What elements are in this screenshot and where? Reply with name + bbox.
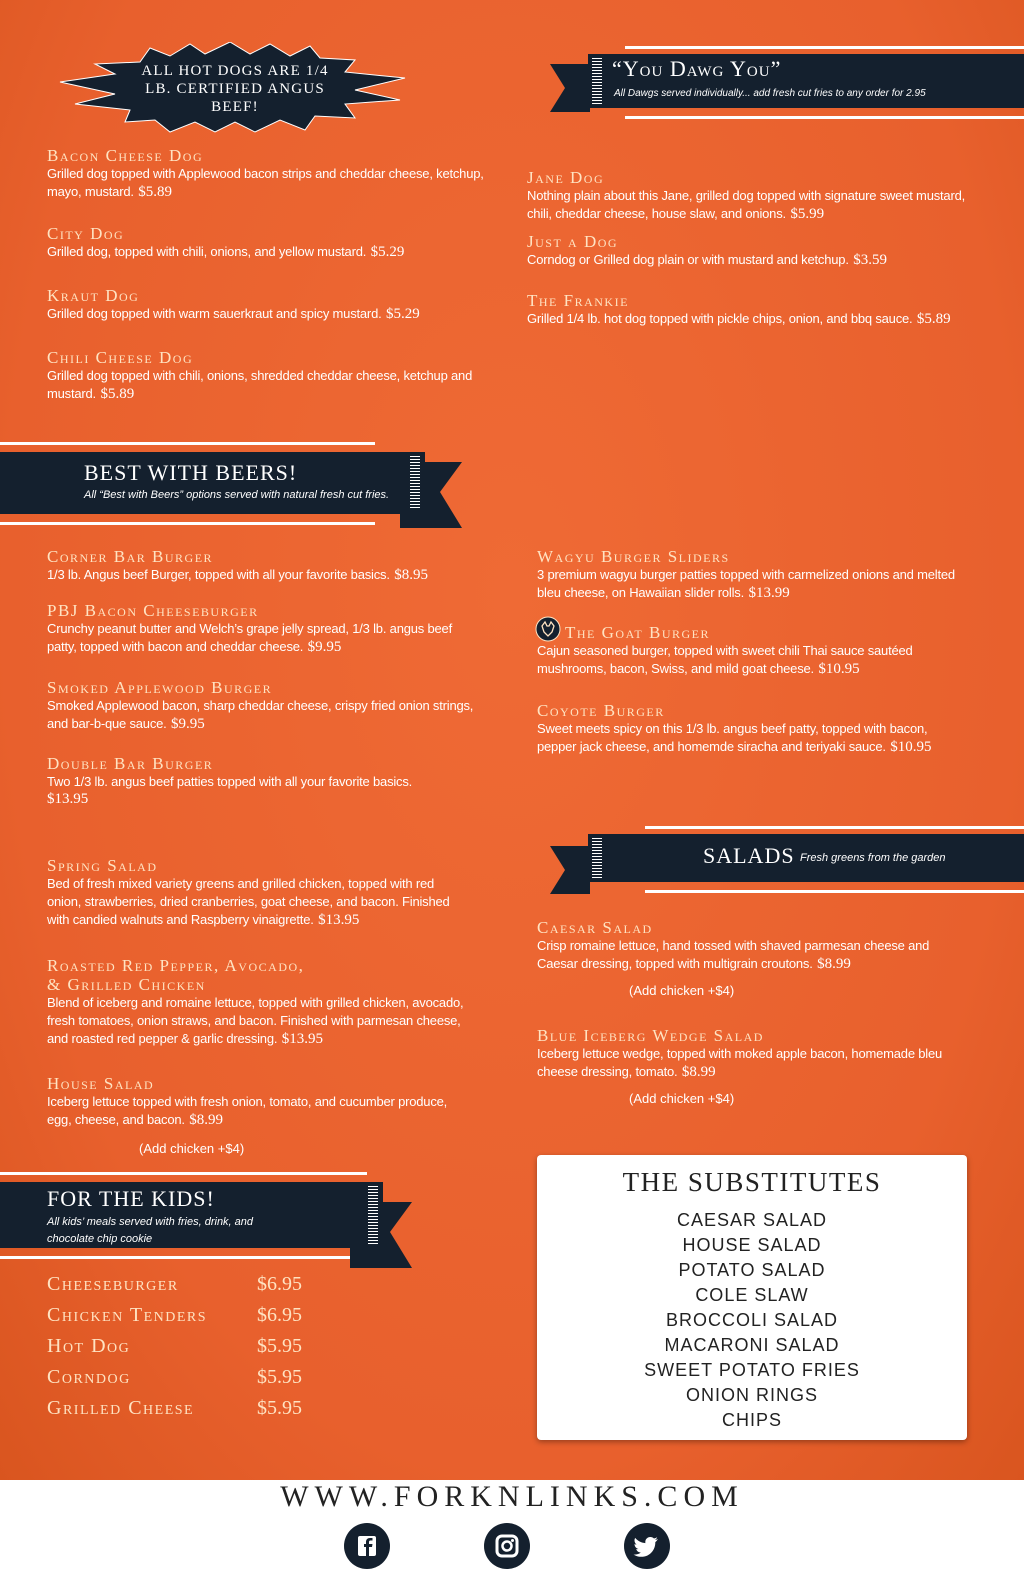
item-price: $5.89: [138, 184, 172, 200]
menu-item: [537, 701, 967, 756]
banner-stripes: [592, 58, 602, 104]
substitute-item: POTATO SALAD: [678, 1260, 826, 1280]
kids-item-price: $6.95: [257, 1273, 302, 1295]
item-name: Chili Cheese Dog: [47, 348, 194, 367]
item-price: $3.59: [853, 252, 887, 268]
item-price: $5.89: [916, 311, 951, 327]
item-name: PBJ Bacon Cheeseburger: [47, 601, 259, 620]
burgers-left: [47, 547, 477, 808]
item-price: $13.95: [318, 912, 360, 928]
add-chicken-note: (Add chicken +$4): [139, 1141, 245, 1156]
item-price: $8.99: [189, 1112, 223, 1128]
item-name: Smoked Applewood Burger: [47, 678, 273, 697]
item-price: $13.95: [47, 791, 89, 807]
twitter-icon[interactable]: [624, 1523, 670, 1569]
item-name: City Dog: [47, 224, 125, 243]
menu-item: [47, 956, 467, 1074]
beers-subtitle: All “Best with Beers” options served with natural fresh cut fries.: [84, 489, 390, 501]
item-name: Wagyu Burger Sliders: [537, 547, 730, 566]
banner-stripes: [410, 456, 420, 510]
item-desc: Blend of iceberg and romaine lettuce, topped with grilled chicken, avocado, fresh tomatoes, onion straws, and bacon. Finished with parmesan cheese, and roasted red pepper & garlic dressing.: [47, 995, 464, 1046]
facebook-icon[interactable]: [344, 1523, 390, 1569]
menu-item: [47, 146, 487, 224]
kids-item: [47, 1304, 327, 1330]
item-desc: Cajun seasoned burger, topped with sweet chili Thai sauce sautéed mushrooms, bacon, Swiss, and mild goat cheese.: [537, 643, 913, 676]
item-desc: 1/3 lb. Angus beef Burger, topped with all your favorite basics.: [47, 567, 390, 582]
substitutes-box: [537, 1155, 967, 1440]
item-price: $10.95: [890, 739, 932, 755]
item-name: Bacon Cheese Dog: [47, 146, 204, 165]
item-desc: Iceberg lettuce topped with fresh onion, tomato, and cucumber produce, egg, cheese, and bacon.: [47, 1094, 448, 1127]
add-chicken-note: (Add chicken +$4): [629, 983, 735, 998]
add-chicken-note: (Add chicken +$4): [629, 1091, 735, 1106]
item-price: $8.99: [817, 956, 851, 972]
menu-item: [47, 678, 477, 754]
item-price: $13.99: [748, 585, 790, 601]
item-desc: Grilled dog topped with chili, onions, shredded cheddar cheese, ketchup and mustard.: [47, 368, 473, 401]
item-name: Kraut Dog: [47, 286, 140, 305]
salads-subtitle: Fresh greens from the garden: [800, 852, 946, 864]
divider: [0, 522, 375, 525]
item-desc: Grilled 1/4 lb. hot dog topped with pickle chips, onion, and bbq sauce.: [527, 311, 913, 326]
divider: [625, 116, 1024, 119]
item-name-text: The Goat Burger: [565, 623, 710, 642]
item-desc: Bed of fresh mixed variety greens and grilled chicken, topped with red onion, strawberries, dried cranberries, goat cheese, and bacon. Finished with candied walnuts and Raspberry vinaigrette.: [47, 876, 450, 927]
kids-item-name: Hot Dog: [47, 1335, 131, 1357]
item-desc: Sweet meets spicy on this 1/3 lb. angus beef patty, topped with bacon, pepper jack cheese, and homemde siracha and teriyaki sauce.: [537, 721, 928, 754]
kids-item: [47, 1335, 327, 1361]
menu-item: [47, 601, 477, 678]
divider: [0, 442, 375, 445]
item-name: Spring Salad: [47, 856, 158, 875]
substitute-item: COLE SLAW: [695, 1285, 809, 1305]
item-name: Corner Bar Burger: [47, 547, 214, 566]
item-name: House Salad: [47, 1074, 155, 1093]
salads-left: [47, 856, 467, 1156]
item-desc: Two 1/3 lb. angus beef patties topped with all your favorite basics.: [47, 774, 413, 789]
item-name: [537, 623, 967, 642]
kids-item-price: $6.95: [257, 1304, 302, 1326]
divider: [645, 890, 1024, 893]
substitute-item: BROCCOLI SALAD: [665, 1310, 839, 1330]
item-price: $10.95: [818, 661, 860, 677]
hotdogs-left: [47, 146, 487, 403]
item-price: $5.99: [790, 206, 825, 222]
item-desc: Crunchy peanut butter and Welch’s grape jelly spread, 1/3 lb. angus beef patty, topped with bacon and cheddar cheese.: [47, 621, 452, 654]
goat-icon: [535, 616, 561, 642]
menu-item: [47, 1074, 467, 1156]
kids-item: [47, 1397, 327, 1423]
item-name: Roasted Red Pepper, Avocado,: [47, 956, 305, 975]
kids-item-name: Grilled Cheese: [47, 1397, 195, 1419]
menu-item: [47, 547, 477, 601]
item-name: Just a Dog: [527, 232, 619, 251]
item-desc: Crisp romaine lettuce, hand tossed with shaved parmesan cheese and Caesar dressing, topped with multigrain croutons.: [537, 938, 930, 971]
menu-item: [527, 168, 967, 232]
item-desc: Smoked Applewood bacon, sharp cheddar cheese, crispy fried onion strings, and bar-b-que sauce.: [47, 698, 474, 731]
kids-item-name: Cheeseburger: [47, 1273, 179, 1295]
website-url[interactable]: WWW.FORKNLINKS.COM: [280, 1480, 744, 1513]
burgers-right: [537, 547, 967, 756]
item-price: $5.29: [385, 306, 420, 322]
item-price: $13.95: [281, 1031, 323, 1047]
item-name: Double Bar Burger: [47, 754, 214, 773]
kids-item-name: Corndog: [47, 1366, 131, 1388]
item-price: $5.29: [370, 244, 405, 260]
kids-item: [47, 1273, 327, 1299]
substitutes-title: THE SUBSTITUTES: [622, 1167, 882, 1197]
menu-item: [527, 232, 967, 291]
item-name: The Frankie: [527, 291, 629, 310]
you-dawg-title: “You Dawg You”: [612, 56, 782, 81]
kids-item-price: $5.95: [257, 1366, 302, 1388]
item-desc: Grilled dog topped with warm sauerkraut and spicy mustard.: [47, 306, 382, 321]
kids-subtitle: All kids’ meals served with fries, drink, and chocolate chip cookie: [47, 1216, 254, 1245]
item-price: $9.95: [307, 639, 342, 655]
item-desc: Nothing plain about this Jane, grilled dog topped with signature sweet mustard, chili, cheddar cheese, house slaw, and onions.: [527, 188, 966, 221]
substitute-item: CHIPS: [721, 1410, 782, 1430]
item-price: $9.95: [171, 716, 205, 732]
menu-item: [537, 547, 967, 623]
menu-item: [47, 856, 467, 956]
kids-item-price: $5.95: [257, 1335, 302, 1357]
menu-item: [537, 918, 967, 1026]
item-name: Coyote Burger: [537, 701, 665, 720]
menu-item: [537, 623, 967, 701]
substitute-item: CAESAR SALAD: [676, 1210, 828, 1230]
you-dawg-subtitle: All Dawgs served individually... add fresh cut fries to any order for 2.95: [614, 88, 926, 99]
menu-item: [47, 224, 487, 286]
menu-item: [527, 291, 967, 328]
item-desc: Grilled dog topped with Applewood bacon strips and cheddar cheese, ketchup, mayo, mustard.: [47, 166, 484, 199]
divider: [0, 1172, 367, 1175]
salads-right: [537, 918, 967, 1106]
item-desc: Grilled dog, topped with chili, onions, and yellow mustard.: [47, 244, 367, 259]
divider: [0, 1256, 367, 1259]
divider: [645, 826, 1024, 829]
banner-stripes: [592, 838, 602, 878]
beers-title: BEST WITH BEERS!: [84, 460, 298, 485]
kids-item: [47, 1366, 327, 1392]
item-name: Jane Dog: [527, 168, 605, 187]
item-name-line2: & Grilled Chicken: [47, 975, 206, 994]
instagram-icon[interactable]: [484, 1523, 530, 1569]
menu-item: [47, 286, 487, 348]
item-name: Caesar Salad: [537, 918, 653, 937]
hotdog-badge-text: ALL HOT DOGS ARE 1/4 LB. CERTIFIED ANGUS BEEF!: [141, 63, 329, 115]
substitute-item: MACARONI SALAD: [664, 1335, 840, 1355]
substitute-item: HOUSE SALAD: [682, 1235, 822, 1255]
menu-item: [537, 1026, 967, 1106]
substitute-item: ONION RINGS: [685, 1385, 818, 1405]
menu-item: [47, 348, 487, 403]
item-desc: Iceberg lettuce wedge, topped with moked apple bacon, homemade bleu cheese dressing, tomato.: [537, 1046, 943, 1079]
hotdogs-right: [527, 168, 967, 328]
item-price: $5.89: [100, 386, 135, 402]
kids-item-name: Chicken Tenders: [47, 1304, 208, 1326]
salads-title: SALADS: [703, 843, 795, 868]
substitutes-list: [537, 1208, 967, 1433]
kids-title: FOR THE KIDS!: [47, 1186, 215, 1211]
substitute-item: SWEET POTATO FRIES: [644, 1360, 860, 1380]
banner-stripes: [368, 1186, 378, 1244]
item-name: Blue Iceberg Wedge Salad: [537, 1026, 764, 1045]
item-desc: Corndog or Grilled dog plain or with mustard and ketchup.: [527, 252, 849, 267]
divider: [625, 46, 1024, 49]
item-desc: 3 premium wagyu burger patties topped with carmelized onions and melted bleu cheese, on Hawaiian slider rolls.: [537, 567, 955, 600]
item-price: $8.95: [394, 567, 428, 583]
menu-item: [47, 754, 477, 808]
kids-item-price: $5.95: [257, 1397, 302, 1419]
item-price: $8.99: [681, 1064, 716, 1080]
